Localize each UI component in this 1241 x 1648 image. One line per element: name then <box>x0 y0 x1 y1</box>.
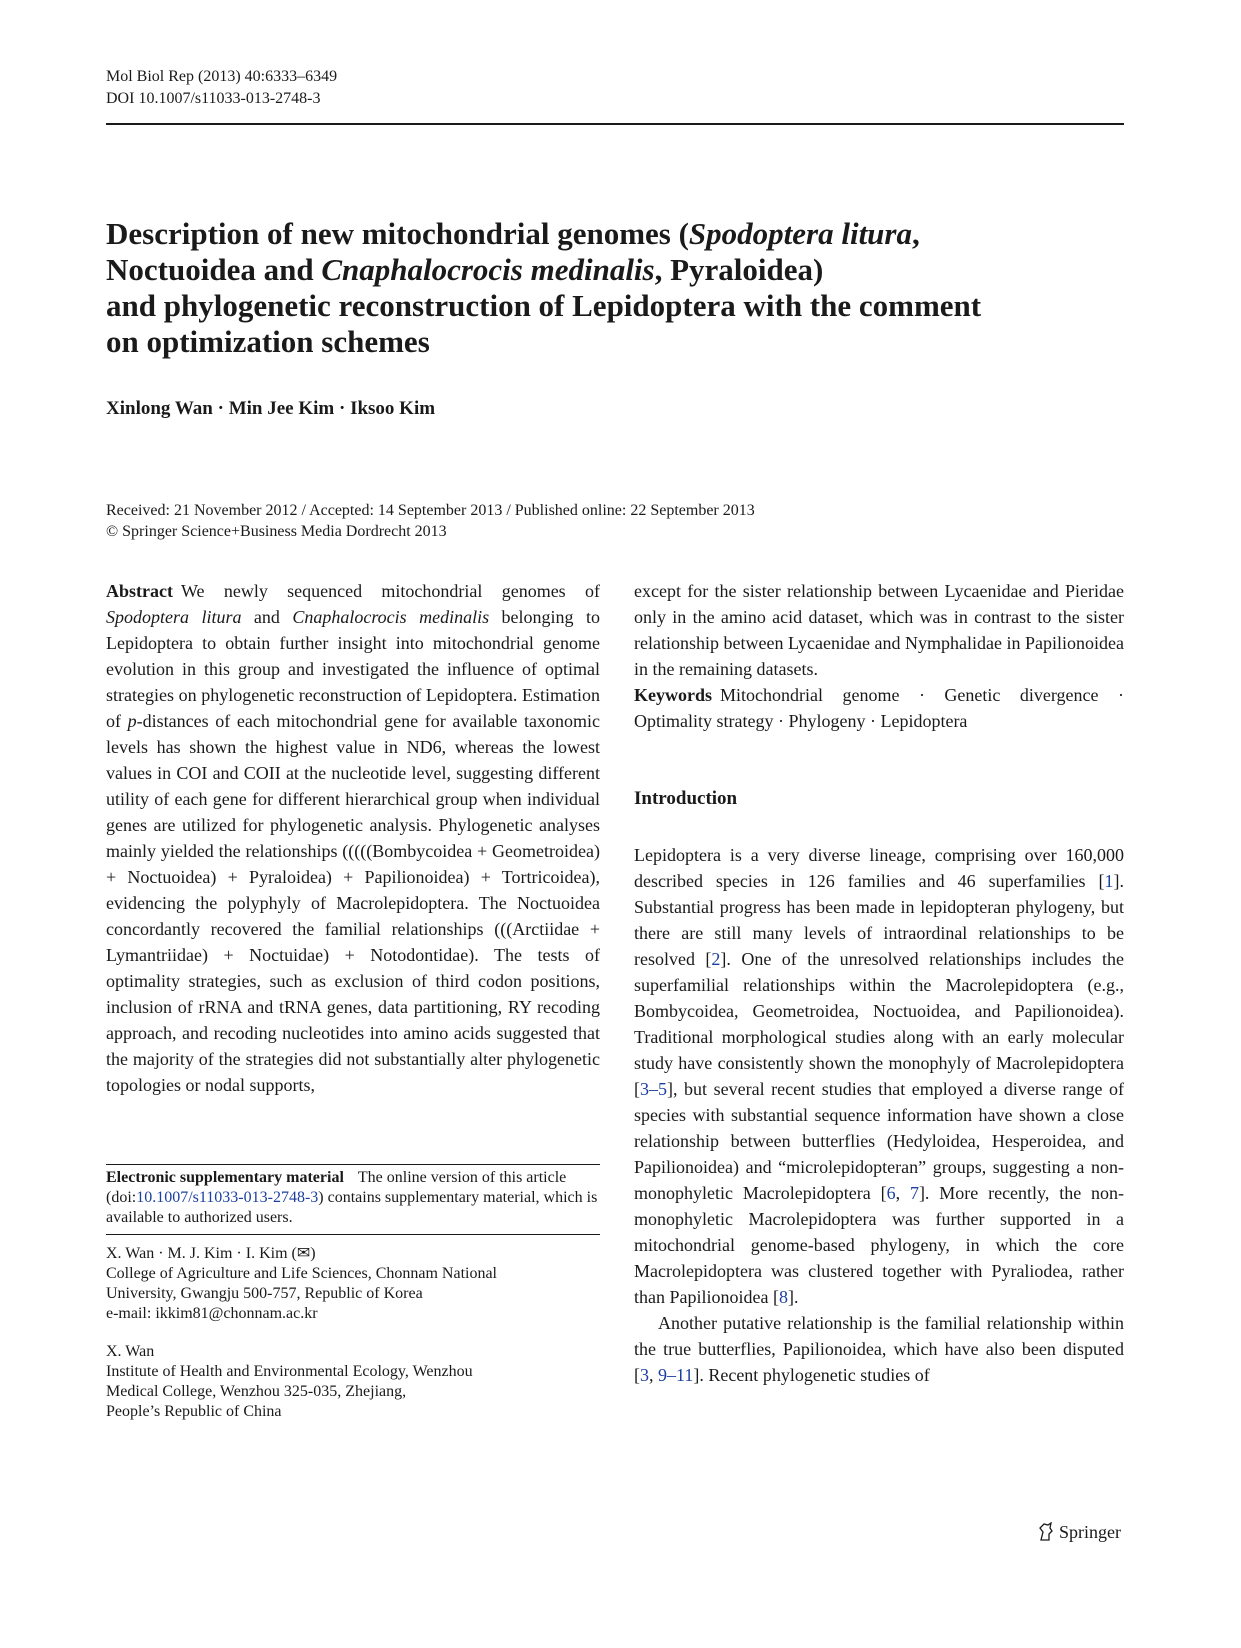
publication-dates: Received: 21 November 2012 / Accepted: 14 September 2013 / Published online: 22 September 2013 © Springer Science+Business Media Dordrecht 2013 <box>106 502 755 540</box>
publisher-name: Springer <box>1059 1522 1121 1542</box>
email[interactable]: e-mail: ikkim81@chonnam.ac.kr <box>106 1305 318 1322</box>
springer-horse-icon <box>1037 1522 1055 1542</box>
keywords-label: Keywords <box>634 685 712 705</box>
intro-paragraph-1: Lepidoptera is a very diverse lineage, comprising over 160,000 described species in 126 families and 46 superfamilies [1]. Substantial progress has been made in lepidopteran phylogeny, but there are still many levels of intraordinal relationships to be resolved [2]. One of the unresolved relationships includes the superfamilial relationships within the Macrolepidoptera (e.g., Bombycoidea, Geometroidea, Noctuoidea, and Papilionoidea). Traditional morphological studies along with an early molecular study have consistently shown the monophyly of Macrolepidoptera [3–5], but several recent studies that employed a diverse range of species with substantial sequence information have shown a close relationship between butterflies (Hedyloidea, Hesperoidea, and Papilionoidea) and “microlepidopteran” groups, suggesting a non-monophyletic Macrolepidoptera [6, 7]. More recently, the non-monophyletic Macrolepidoptera was further supported in a mitochondrial genome-based phylogeny, in which the core Macrolepidoptera was clustered together with Pyraliodea, rather than Papilionoidea [8]. <box>634 845 1125 1307</box>
doi-line: DOI 10.1007/s11033-013-2748-3 <box>106 90 321 107</box>
journal-citation: Mol Biol Rep (2013) 40:6333–6349 <box>106 68 338 85</box>
citation-link[interactable]: 2 <box>711 949 721 969</box>
citation-link[interactable]: 3 <box>640 1365 649 1385</box>
abstract-column <box>106 578 600 1098</box>
abstract-label: Abstract <box>106 581 173 601</box>
running-header <box>106 66 337 110</box>
citation-link[interactable]: 6 <box>886 1183 896 1203</box>
author-name: Min Jee Kim <box>228 398 335 419</box>
citation-link[interactable]: 7 <box>909 1183 919 1203</box>
affiliation-1: X. Wan · M. J. Kim · I. Kim (✉) College of Agriculture and Life Sciences, Chonnam National University, Gwangju 500-757, Republic of Korea e-mail: ikkim81@chonnam.ac.kr <box>106 1244 600 1324</box>
author-name: Xinlong Wan <box>106 398 213 419</box>
section-heading-introduction: Introduction <box>634 788 738 809</box>
affiliation-rule <box>106 1234 600 1235</box>
citation-link[interactable]: 9–11 <box>658 1365 694 1385</box>
copyright-line: © Springer Science+Business Media Dordrecht 2013 <box>106 523 447 540</box>
abstract-text: Abstract We newly sequenced mitochondrial genomes of Spodoptera litura and Cnaphalocrocis medinalis belonging to Lepidoptera to obtain further insight into mitochondrial genome evolution in this group and investigated the influence of optimal strategies on phylogenetic reconstruction of Lepidoptera. Estimation of p-distances of each mitochondrial gene for available taxonomic levels has shown the highest value in ND6, whereas the lowest values in COI and COII at the nucleotide level, suggesting different utility of each gene for different hierarchical group when individual genes are utilized for phylogenetic analysis. Phylogenetic analyses mainly yielded the relationships (((((Bombycoidea + Geometroidea) + Noctuoidea) + Pyraloidea) + Papilionoidea) + Tortricoidea), evidencing the polyphyly of Macrolepidoptera. The Noctuoidea concordantly recovered the familial relationships (((Arctiidae + Lymantriidae) + Noctuidae) + Notodontidae). The tests of optimality strategies, such as exclusion of third codon positions, inclusion of rRNA and tRNA genes, data partitioning, RY recoding approach, and recoding nucleotides into amino acids suggested that the majority of the strategies did not substantially alter phylogenetic topologies or nodal supports, <box>106 581 600 1095</box>
author-list: Xinlong Wan · Min Jee Kim · Iksoo Kim <box>106 398 436 419</box>
citation-link[interactable]: 8 <box>778 1287 788 1307</box>
publisher-logo <box>1037 1522 1121 1543</box>
affiliation-2: X. Wan Institute of Health and Environmental Ecology, Wenzhou Medical College, Wenzhou 325-035, Zhejiang, People’s Republic of China <box>106 1343 473 1420</box>
footnote-rule <box>106 1164 600 1165</box>
citation-link[interactable]: 3–5 <box>640 1079 667 1099</box>
author-name: Iksoo Kim <box>350 398 436 419</box>
keywords: Keywords Mitochondrial genome · Genetic divergence · Optimality strategy · Phylogeny · Lepidoptera <box>634 685 1124 731</box>
right-column <box>634 578 1124 1388</box>
paper-title: Description of new mitochondrial genomes (Spodoptera litura, Noctuoidea and Cnaphalocrocis medinalis, Pyraloidea) and phylogenetic reconstruction of Lepidoptera with the comment on optimization schemes <box>106 216 982 359</box>
esm-note: Electronic supplementary material The online version of this article (doi:10.1007/s11033-013-2748-3) contains supplementary material, which is available to authorized users. <box>106 1169 598 1226</box>
abstract-continuation: except for the sister relationship between Lycaenidae and Pieridae only in the amino acid dataset, which was in contrast to the sister relationship between Lycaenidae and Nymphalidae in Papilionoidea in the remaining datasets. <box>634 581 1124 679</box>
citation-link[interactable]: 1 <box>1104 871 1114 891</box>
header-rule <box>106 123 1124 125</box>
intro-paragraph-2: Another putative relationship is the familial relationship within the true butterflies, Papilionoidea, which have also been disputed [3, 9–11]. Recent phylogenetic studies of <box>634 1313 1124 1385</box>
esm-doi-link[interactable]: 10.1007/s11033-013-2748-3 <box>136 1189 319 1206</box>
